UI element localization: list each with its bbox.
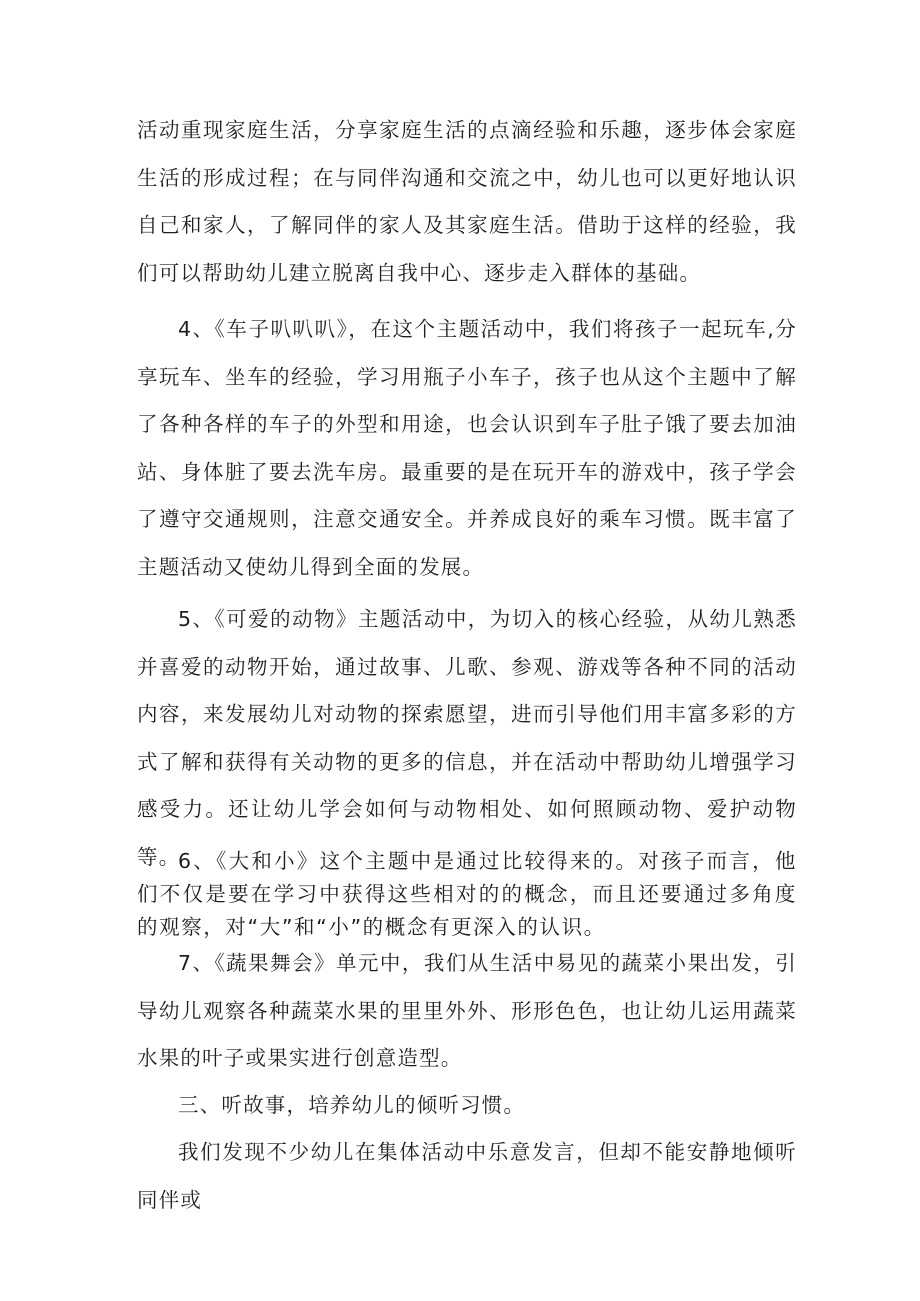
paragraph-animals-theme: 5、《可爱的动物》主题活动中，为切入的核心经验，从幼儿熟悉并喜爱的动物开始，通过故事、儿歌、参观、游戏等各种不同的活动内容，来发展幼儿对动物的探索愿望，进而引导他们用丰富多彩的方式了解和获得有关动物的更多的信息，并在活动中帮助幼儿增强学习感受力。还让幼儿学会如何与动物相处、如何照顾动物、爱护动物等。 [137, 607, 797, 869]
paragraph-listening-intro: 我们发现不少幼儿在集体活动中乐意发言，但却不能安静地倾听同伴或 [137, 1140, 797, 1212]
section-heading-listening-habit: 三、听故事，培养幼儿的倾听习惯。 [178, 1093, 526, 1117]
paragraph-family-life: 活动重现家庭生活，分享家庭生活的点滴经验和乐趣，逐步体会家庭生活的形成过程；在与同伴沟通和交流之中，幼儿也可以更好地认识自己和家人，了解同伴的家人及其家庭生活。借助于这样的经验，我们可以帮助幼儿建立脱离自我中心、逐步走入群体的基础。 [137, 118, 797, 285]
paragraph-fruit-dance-theme: 7、《蔬果舞会》单元中，我们从生活中易见的蔬菜小果出发，引导幼儿观察各种蔬菜水果的里里外外、形形色色，也让幼儿运用蔬菜水果的叶子或果实进行创意造型。 [137, 951, 797, 1070]
paragraph-cars-theme: 4、《车子叭叭叭》，在这个主题活动中，我们将孩子一起玩车,分享玩车、坐车的经验，学习用瓶子小车子，孩子也从这个主题中了解了各种各样的车子的外型和用途，也会认识到车子肚子饿了要去加油站、身体脏了要去洗车房。最重要的是在玩开车的游戏中，孩子学会了遵守交通规则，注意交通安全。并养成良好的乘车习惯。既丰富了主题活动又使幼儿得到全面的发展。 [137, 317, 797, 579]
paragraph-big-small-theme: 6、《大和小》这个主题中是通过比较得来的。对孩子而言，他们不仅是要在学习中获得这些相对的的概念，而且还要通过多角度的观察，对“大”和“小”的概念有更深入的认识。 [137, 849, 797, 939]
